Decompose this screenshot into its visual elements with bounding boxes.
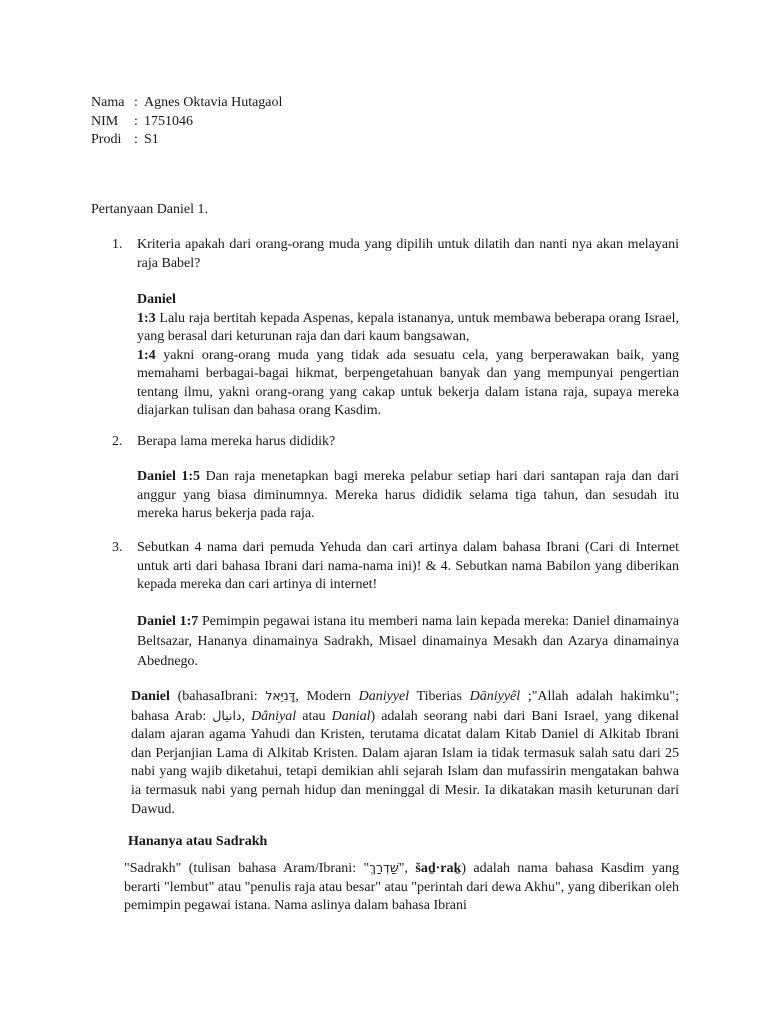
answer-3 — [137, 612, 679, 672]
question-1-text: Kriteria apakah dari orang-orang muda yang dipilih untuk dilatih dan nanti nya akan melayani raja Babel? — [137, 237, 679, 271]
daniel-arab-translit-2: Danial — [331, 708, 371, 724]
question-3-number: 3. — [112, 540, 123, 555]
hananya-text-3: ) adalah nama bahasa Kasdim yang berarti "lembut" atau "penulis raja atau besar" atau "perintah dari dewa Akhu", yang diberikan oleh pemimpin pegawai istana. Nama aslinya dalam bahasa Ibrani — [124, 861, 679, 914]
name-label: Nama — [91, 95, 125, 110]
student-info — [91, 94, 282, 150]
daniel-tiberias: Dāniyyêl — [469, 689, 521, 704]
daniel-arab-translit-1: Dâniyal — [251, 708, 297, 724]
daniel-text-4: ;"Allah adalah hakimku"; bahasa Arab: — [131, 689, 680, 724]
daniel-text-3: Tiberias — [409, 689, 470, 704]
answer-2-paragraph — [137, 468, 679, 524]
hananya-text-2: ", — [398, 861, 416, 876]
hananya-description — [124, 859, 679, 916]
answer-3-text: Pemimpin pegawai istana itu memberi nama lain kepada mereka: Daniel dinamainya Beltsazar, Hananya dinamainya Sadrakh, Misael dinamainya Mesakh dan Azarya dinamainya Abednego. — [137, 614, 679, 669]
question-2 — [91, 433, 679, 452]
daniel-text-1: (bahasaIbrani: — [169, 689, 266, 704]
question-1 — [91, 236, 679, 273]
daniel-description — [131, 687, 679, 819]
answer-1-verse-4 — [137, 347, 679, 421]
hananya-title: Hananya atau Sadrakh — [128, 834, 268, 849]
daniel-modern: Daniyyel — [358, 689, 410, 704]
answer-1-title: Daniel — [137, 292, 176, 307]
hananya-translit: šaḏ·raḵ — [415, 861, 462, 876]
daniel-text-2: , Modern — [295, 689, 359, 704]
prodi-row — [91, 131, 282, 150]
answer-2 — [137, 468, 679, 524]
question-1-number: 1. — [112, 237, 123, 252]
name-row — [91, 94, 282, 113]
verse-4-text: yakni orang-orang muda yang tidak ada sesuatu cela, yang berperawakan baik, yang memahami berbagai-bagai hikmat, berpengetahuan banyak dan yang mempunyai pengertian tentang ilmu, yakni orang-orang yang cakap untuk bekerja dalam istana raja, supaya mereka diajarkan tulisan dan bahasa orang Kasdim. — [137, 347, 679, 418]
nim-label: NIM — [91, 113, 119, 129]
answer-1-verse-3 — [137, 310, 679, 347]
page-heading: Pertanyaan Daniel 1. — [91, 202, 209, 217]
nim-row — [91, 113, 282, 132]
prodi-label: Prodi — [91, 132, 122, 147]
daniel-hebrew: דָּנִיֵּאל — [265, 688, 296, 703]
answer-2-text: Dan raja menetapkan bagi mereka pelabur setiap hari dari santapan raja dan dari anggur yang biasa diminumnya. Mereka harus dididik selama tiga tahun, dan sesudah itu mereka harus bekerja pada raja. — [137, 469, 679, 521]
daniel-text-7: ) adalah seorang nabi dari Bani Israel, yang dikenal dalam ajaran agama Yahudi dan Kristen, terutama dicatat dalam Kitab Daniel di Alkitab Ibrani dan Perjanjian Lama di Alkitab Kristen. Dalam ajaran Islam ia tidak termasuk salah satu dari 25 nabi yang wajib diketahui, tetapi demikian ahli sejarah Islam dan mufassirin mengatakan bahwa ia termasuk nabi yang pernah hidup dan meninggal di Mesir. Ia dikatakan masih keturunan dari Dawud. — [131, 708, 679, 817]
daniel-arabic: دانيال — [212, 707, 242, 723]
prodi-value: S1 — [144, 132, 159, 147]
answer-1 — [137, 291, 679, 421]
prodi-separator: : — [134, 132, 138, 147]
daniel-text-5: , — [241, 708, 252, 724]
question-3-text: Sebutkan 4 nama dari pemuda Yehuda dan cari artinya dalam bahasa Ibrani (Cari di Internet untuk arti dari bahasa Ibrani dari nama-nama ini)! & 4. Sebutkan nama Babilon yang diberikan kepada mereka dan cari artinya di internet! — [137, 540, 679, 592]
daniel-title: Daniel — [131, 689, 170, 704]
verse-3-ref: 1:3 — [137, 310, 156, 326]
hananya-hebrew: שַׁדְרַךְ — [369, 860, 399, 875]
nim-separator: : — [134, 113, 138, 129]
name-separator: : — [134, 95, 138, 110]
question-2-number: 2. — [112, 434, 123, 449]
answer-3-paragraph — [137, 612, 679, 672]
nim-value: 1751046 — [144, 113, 193, 129]
daniel-text-6: atau — [296, 708, 332, 724]
verse-3-text: Lalu raja bertitah kepada Aspenas, kepala istananya, untuk membawa beberapa orang Israel, yang berasal dari keturunan raja dan dari kaum bangsawan, — [137, 310, 679, 344]
question-2-text: Berapa lama mereka harus dididik? — [137, 434, 336, 449]
question-3 — [91, 539, 679, 595]
answer-2-ref: Daniel 1:5 — [137, 469, 201, 484]
name-value: Agnes Oktavia Hutagaol — [144, 95, 283, 110]
hananya-text-1: "Sadrakh" (tulisan bahasa Aram/Ibrani: " — [124, 861, 370, 876]
answer-3-ref: Daniel 1:7 — [137, 614, 199, 629]
verse-4-ref: 1:4 — [137, 347, 156, 363]
